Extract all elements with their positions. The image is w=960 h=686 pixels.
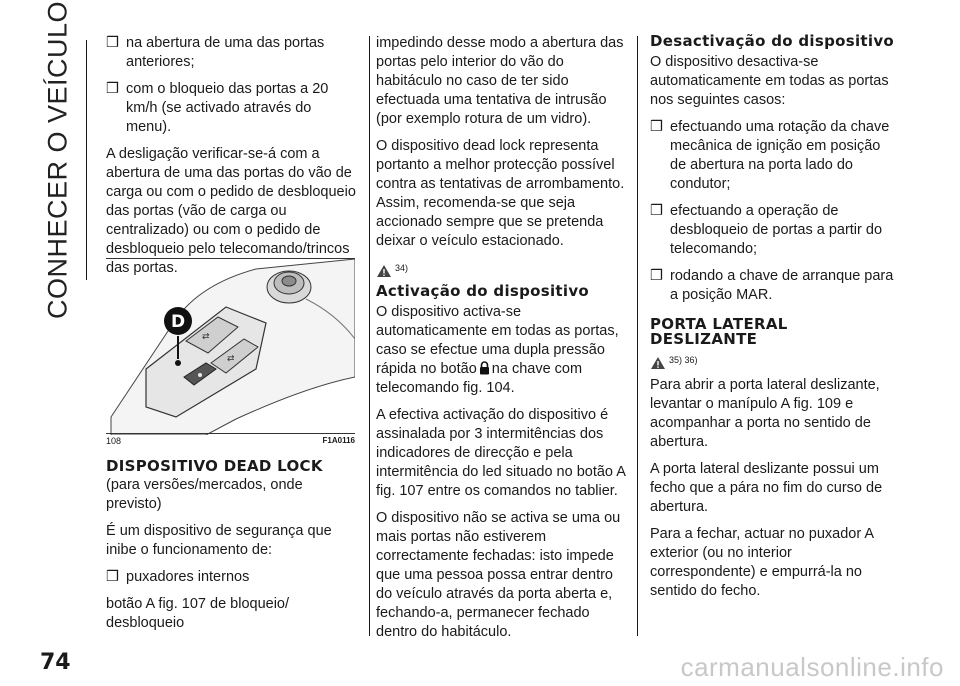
checkbox-bullet-icon: ❒: [650, 203, 663, 219]
column-1: [106, 34, 356, 286]
figure-number: 108: [106, 436, 122, 446]
paragraph: impedindo desse modo a abertura das portas pelo interior do vão do habitáculo no caso de ter sido efectuada uma tentativa de intrusão (por exemplo rotura de um vidro).: [376, 35, 624, 127]
bullet-item: ❒ na abertura de uma das portas anteriores;: [106, 35, 325, 70]
bullet-item: ❒ puxadores internos: [106, 569, 250, 585]
paragraph: A desligação verificar-se-á com a abertura de uma das portas do vão de carga ou com o pedido de desbloqueio das portas (vão de carga ou centralizado) ou com o pedido de desbloqueio pelo telecomando/trincos das portas.: [106, 146, 356, 276]
section-heading: DISPOSITIVO DEAD LOCK: [106, 457, 323, 475]
checkbox-bullet-icon: ❒: [106, 35, 119, 51]
svg-text:⇄: ⇄: [227, 354, 235, 364]
bullet-item: ❒ rodando a chave de arranque para a posição MAR.: [650, 268, 894, 303]
section-title: CONHECER O VEÍCULO: [42, 0, 73, 320]
paragraph: A porta lateral deslizante possui um fecho que a pára no fim do curso de abertura.: [650, 461, 883, 515]
paragraph: Para a fechar, actuar no puxador A exterior (ou no interior correspondente) e empurrá-la no sentido do fecho.: [650, 526, 874, 599]
checkbox-bullet-icon: ❒: [106, 81, 119, 97]
paragraph: O dispositivo desactiva-se automaticamente em todas as portas nos seguintes casos:: [650, 54, 889, 108]
watermark: carmanualsonline.info: [680, 652, 944, 682]
section-rule: [86, 40, 87, 280]
warning-reference: 35) 36): [650, 351, 900, 370]
checkbox-bullet-icon: ❒: [650, 268, 663, 284]
paragraph: O dispositivo activa-se automaticamente em todas as portas, caso se efectue uma dupla pressão rápida no botão na chave com telecomando fig. 104.: [376, 304, 619, 396]
bullet-item: ❒ efectuando a operação de desbloqueio de portas a partir do telecomando;: [650, 203, 883, 257]
section-heading: PORTA LATERAL DESLIZANTE: [650, 315, 788, 348]
warning-triangle-icon: [376, 264, 392, 278]
paragraph: botão A fig. 107 de bloqueio/ desbloqueio: [106, 596, 290, 631]
warning-reference: 34): [376, 259, 631, 278]
paragraph: O dispositivo não se activa se uma ou mais portas não estiverem correctamente fechadas: isto impede que uma pessoa possa entrar dentro do veículo através da porta aberta e, fechando-a, permanecer fechado dentro do habitáculo.: [376, 510, 621, 640]
svg-text:⇄: ⇄: [202, 332, 210, 342]
column-2: [376, 34, 631, 650]
warning-triangle-icon: [650, 356, 666, 370]
door-switch-illustration: [106, 259, 355, 435]
column-divider: [369, 36, 370, 636]
column-divider: [637, 36, 638, 636]
paragraph: O dispositivo dead lock representa portanto a melhor protecção possível contra as tentativas de arrombamento. Assim, recomenda-se que seja accionado sempre que se pretenda deixar o veículo estacionado.: [376, 138, 625, 249]
paragraph: Para abrir a porta lateral deslizante, levantar o manípulo A fig. 109 e acompanhar a porta no sentido de abertura.: [650, 377, 880, 450]
checkbox-bullet-icon: ❒: [650, 119, 663, 135]
figure-caption: [106, 433, 355, 450]
paragraph: É um dispositivo de segurança que inibe o funcionamento de:: [106, 523, 332, 558]
column-1-lower: [106, 459, 356, 641]
section-heading: Activação do dispositivo: [376, 282, 590, 300]
page-number: 74: [40, 650, 71, 675]
section-heading: Desactivação do dispositivo: [650, 32, 894, 50]
paragraph: A efectiva activação do dispositivo é assinalada por 3 intermitências dos indicadores de direcção e pela intermitência do led situado no botão A fig. 107 entre os comandos no tablier.: [376, 407, 626, 499]
checkbox-bullet-icon: ❒: [106, 569, 119, 585]
subtitle: (para versões/mercados, onde previsto): [106, 477, 303, 512]
padlock-icon: [479, 361, 490, 375]
bullet-item: ❒ efectuando uma rotação da chave mecânica de ignição em posição de abertura na porta lado do condutor;: [650, 119, 890, 192]
callout-label: D: [170, 312, 186, 332]
figure-door-switch-panel: [106, 258, 355, 446]
column-3: [650, 34, 900, 609]
figure-code: F1A0116: [322, 436, 355, 445]
bullet-item: ❒ com o bloqueio das portas a 20 km/h (se activado através do menu).: [106, 81, 329, 135]
